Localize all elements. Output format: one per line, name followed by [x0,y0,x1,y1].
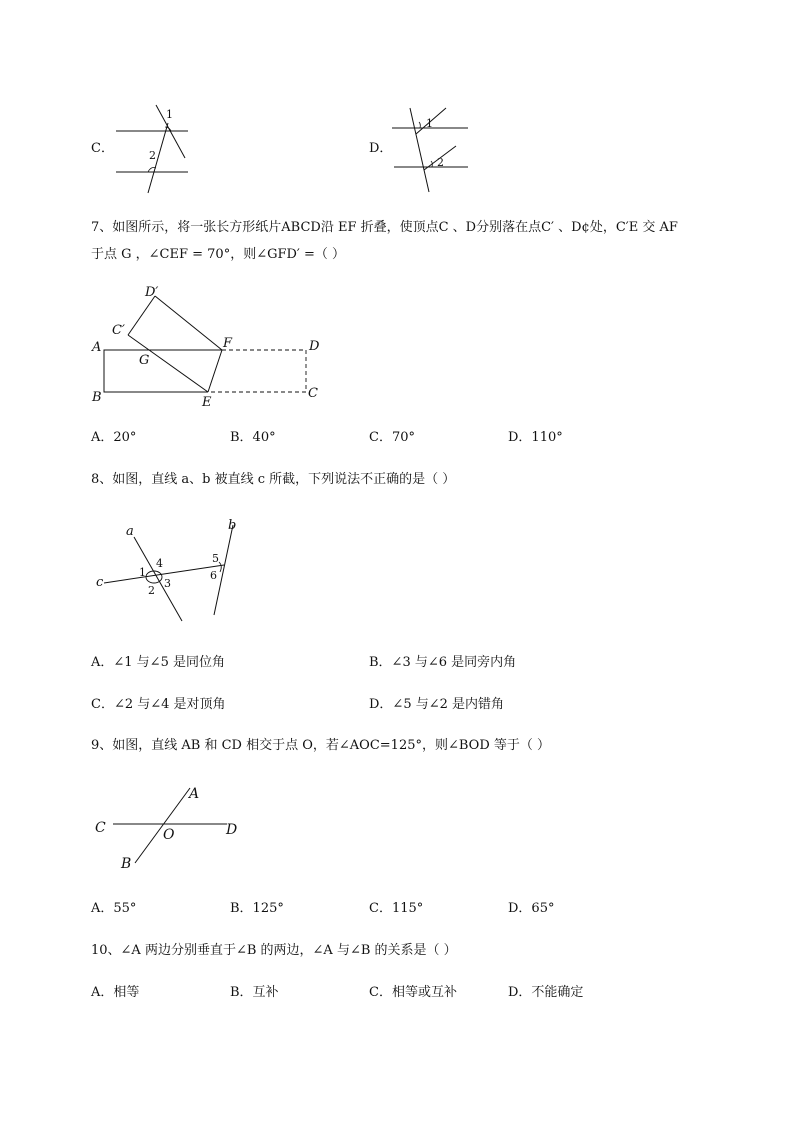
q9-option-c: C．115° [369,901,424,916]
q7-label-b: B [92,390,102,405]
q6-figure-d [390,100,480,200]
q10-option-b: B．互补 [230,985,279,1000]
q8-option-c: C．∠2 与∠4 是对顶角 [91,697,226,712]
q8-question: 8、如图，直线 a、b 被直线 c 所截，下列说法不正确的是（ ） [91,472,456,487]
q9-label-a: A [189,786,200,802]
q7-label-d-prime: D′ [145,285,159,300]
q9-option-d: D．65° [508,901,555,916]
q7-figure [88,280,328,410]
q6-d-angle-2: 2 [437,156,444,169]
q9-label-o: O [163,827,175,843]
q7-question-line1: 7、如图所示，将一张长方形纸片ABCD沿 EF 折叠，使顶点C 、D分别落在点C′ 、D¢处，C′E 交 AF [91,220,678,235]
q6-c-angle-1: 1 [166,108,173,121]
q10-option-d: D．不能确定 [508,985,584,1000]
q7-label-a: A [92,340,102,355]
q8-angle-2: 2 [148,584,155,597]
q9-label-d: D [226,822,238,838]
q6-c-angle-2: 2 [149,149,156,162]
q7-label-c: C [308,386,318,401]
q8-angle-1: 1 [139,566,146,579]
q7-option-c: C．70° [369,430,415,445]
q8-label-b: b [228,518,237,533]
q8-option-a: A．∠1 与∠5 是同位角 [91,655,225,670]
q10-question: 10、∠A 两边分别垂直于∠B 的两边，∠A 与∠B 的关系是（ ） [91,943,457,958]
q10-option-c: C．相等或互补 [369,985,457,1000]
q8-angle-6: 6 [210,569,217,582]
q9-label-b: B [121,856,132,872]
q8-angle-4: 4 [156,557,163,570]
q7-label-d: D [309,339,320,354]
q8-option-d: D．∠5 与∠2 是内错角 [369,697,505,712]
q7-option-a: A．20° [91,430,137,445]
q6-option-c-label: C． [91,141,114,156]
q9-option-b: B．125° [230,901,284,916]
q8-label-a: a [126,524,134,539]
q8-figure [90,515,250,630]
q9-figure [90,780,250,875]
q7-label-e: E [202,395,212,410]
q7-label-c-prime: C′ [112,323,125,338]
q7-option-d: D．110° [508,430,563,445]
q7-question-line2: 于点 G ，∠CEF = 70°，则∠GFD′ =（ ） [91,247,346,262]
q8-angle-5: 5 [212,552,219,565]
q10-option-a: A．相等 [91,985,140,1000]
q6-option-d-label: D． [369,141,393,156]
q8-option-b: B．∠3 与∠6 是同旁内角 [369,655,517,670]
q9-label-c: C [95,820,106,836]
q7-option-b: B．40° [230,430,276,445]
q8-angle-3: 3 [164,577,171,590]
q9-question: 9、如图，直线 AB 和 CD 相交于点 O，若∠AOC=125°，则∠BOD 等于（ ） [91,738,551,753]
q6-d-angle-1: 1 [426,117,433,130]
q9-option-a: A．55° [91,901,137,916]
q8-label-c: c [96,575,104,590]
q6-figure-c [110,100,200,200]
q7-label-f: F [223,336,233,351]
q7-label-g: G [139,353,150,368]
